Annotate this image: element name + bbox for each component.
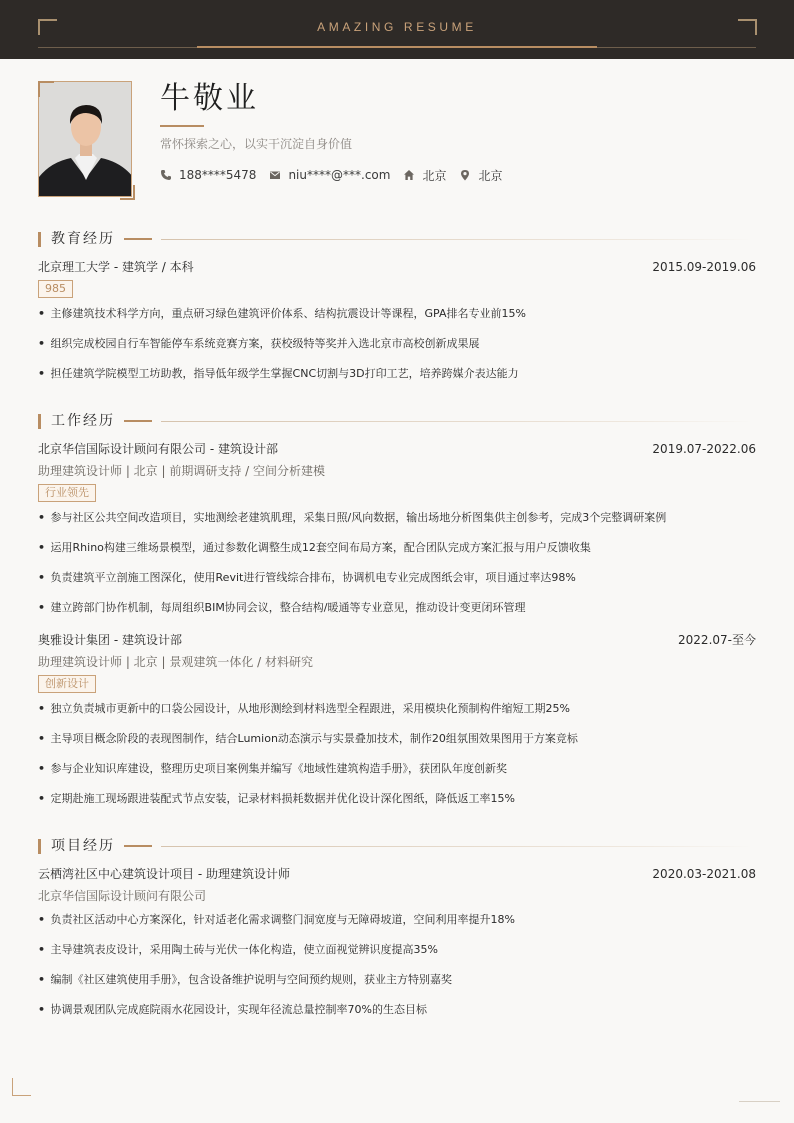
contact-home (403, 167, 446, 184)
section-accent-line (124, 238, 152, 240)
contact-phone (160, 168, 256, 182)
section-accent-line (124, 845, 152, 847)
email-text: niu****@***.com (288, 168, 391, 182)
motto: 常怀探索之心，以实干沉淀自身价值 (160, 137, 353, 151)
project-title: 云栖湾社区中心建筑设计项目 - 助理建筑设计师 (38, 867, 290, 881)
project-bullet: • 主导建筑表皮设计，采用陶土砖与光伏一体化构造，使立面视觉辨识度提高35% (38, 943, 438, 956)
section-education-heading (38, 231, 753, 247)
job-bullet: • 负责建筑平立剖施工图深化，使用Revit进行管线综合排布，协调机电专业完成图纸会审，项目通过率达98% (38, 571, 576, 584)
section-accent-line (124, 420, 152, 422)
corner-ornament-bottom-right (739, 1101, 780, 1102)
corner-ornament-top-right (738, 19, 757, 35)
education-bullet: • 担任建筑学院模型工坊助教，指导低年级学生掌握CNC切割与3D打印工艺，培养跨媒介表达能力 (38, 367, 519, 380)
phone-text: 188****5478 (179, 168, 257, 182)
corner-ornament-bottom-left (12, 1078, 31, 1096)
section-rule (161, 239, 753, 240)
job-tag: 行业领先 (38, 484, 96, 502)
school-name: 北京理工大学 - 建筑学 / 本科 (38, 260, 194, 274)
section-marker (38, 414, 41, 429)
section-marker (38, 232, 41, 247)
project-org: 北京华信国际设计顾问有限公司 (38, 889, 207, 903)
job-bullet: • 定期赴施工现场跟进装配式节点安装，记录材料损耗数据并优化设计深化图纸，降低返工率15% (38, 792, 515, 805)
banner-title: AMAZING RESUME (317, 20, 477, 34)
section-projects-heading (38, 838, 753, 854)
project-row (38, 866, 756, 882)
company-name: 奥雅设计集团 - 建筑设计部 (38, 633, 182, 647)
phone-icon (160, 169, 172, 181)
job-role: 助理建筑设计师 | 北京 | 景观建筑一体化 / 材料研究 (38, 655, 314, 669)
section-marker (38, 839, 41, 854)
photo-corner-bottom-right (120, 185, 135, 200)
job-row (38, 441, 756, 457)
photo-corner-top-left (38, 81, 54, 97)
company-name: 北京华信国际设计顾问有限公司 - 建筑设计部 (38, 442, 278, 456)
education-bullet: • 组织完成校园自行车智能停车系统竞赛方案，获校级特等奖并入选北京市高校创新成果展 (38, 337, 480, 350)
project-bullet: • 编制《社区建筑使用手册》，包含设备维护说明与空间预约规则，获业主方特别嘉奖 (38, 973, 453, 986)
profile-photo (38, 81, 132, 197)
section-title: 教育经历 (51, 231, 115, 247)
project-bullet: • 协调景观团队完成庭院雨水花园设计，实现年径流总量控制率70%的生态目标 (38, 1003, 427, 1016)
section-work-heading (38, 413, 753, 429)
banner-rule-accent (197, 46, 597, 48)
avatar-portrait-icon (39, 82, 132, 197)
project-bullet: • 负责社区活动中心方案深化，针对适老化需求调整门洞宽度与无障碍坡道，空间利用率提升18% (38, 913, 515, 926)
mail-icon (269, 169, 281, 181)
home-text: 北京 (422, 168, 447, 183)
job-bullet: • 参与企业知识库建设，整理历史项目案例集并编写《地域性建筑构造手册》，获团队年度创新奖 (38, 762, 508, 775)
job-bullet: • 主导项目概念阶段的表现图制作，结合Lumion动态演示与实景叠加技术，制作20组氛围效果图用于方案竞标 (38, 732, 578, 745)
job-bullet: • 参与社区公共空间改造项目，实地测绘老建筑肌理，采集日照/风向数据，输出场地分析图集供主创参考，完成3个完整调研案例 (38, 511, 667, 524)
contact-email (269, 168, 390, 182)
project-date: 2020.03-2021.08 (652, 867, 756, 881)
name-underline (160, 125, 204, 127)
section-rule (161, 421, 753, 422)
education-date: 2015.09-2019.06 (652, 260, 756, 274)
section-title: 项目经历 (51, 838, 115, 854)
top-banner (0, 0, 794, 59)
job-date: 2019.07-2022.06 (652, 442, 756, 456)
corner-ornament-top-left (38, 19, 57, 35)
contact-row (160, 166, 515, 184)
job-bullet: • 建立跨部门协作机制，每周组织BIM协同会议，整合结构/暖通等专业意见，推动设计变更闭环管理 (38, 601, 526, 614)
job-bullet: • 独立负责城市更新中的口袋公园设计，从地形测绘到材料选型全程跟进，采用模块化预制构件缩短工期25% (38, 702, 570, 715)
job-role: 助理建筑设计师 | 北京 | 前期调研支持 / 空间分析建模 (38, 464, 326, 478)
job-row (38, 632, 756, 648)
location-text: 北京 (478, 168, 503, 183)
education-tag: 985 (38, 280, 73, 298)
education-bullet: • 主修建筑技术科学方向，重点研习绿色建筑评价体系、结构抗震设计等课程，GPA排名专业前15% (38, 307, 526, 320)
job-date: 2022.07-至今 (678, 633, 756, 647)
section-rule (161, 846, 753, 847)
job-tag: 创新设计 (38, 675, 96, 693)
education-row (38, 259, 756, 275)
full-name: 牛敬业 (160, 81, 259, 116)
location-icon (459, 169, 471, 181)
section-title: 工作经历 (51, 413, 115, 429)
home-icon (403, 169, 415, 181)
contact-location (459, 167, 502, 184)
job-bullet: • 运用Rhino构建三维场景模型，通过参数化调整生成12套空间布局方案，配合团队完成方案汇报与用户反馈收集 (38, 541, 591, 554)
